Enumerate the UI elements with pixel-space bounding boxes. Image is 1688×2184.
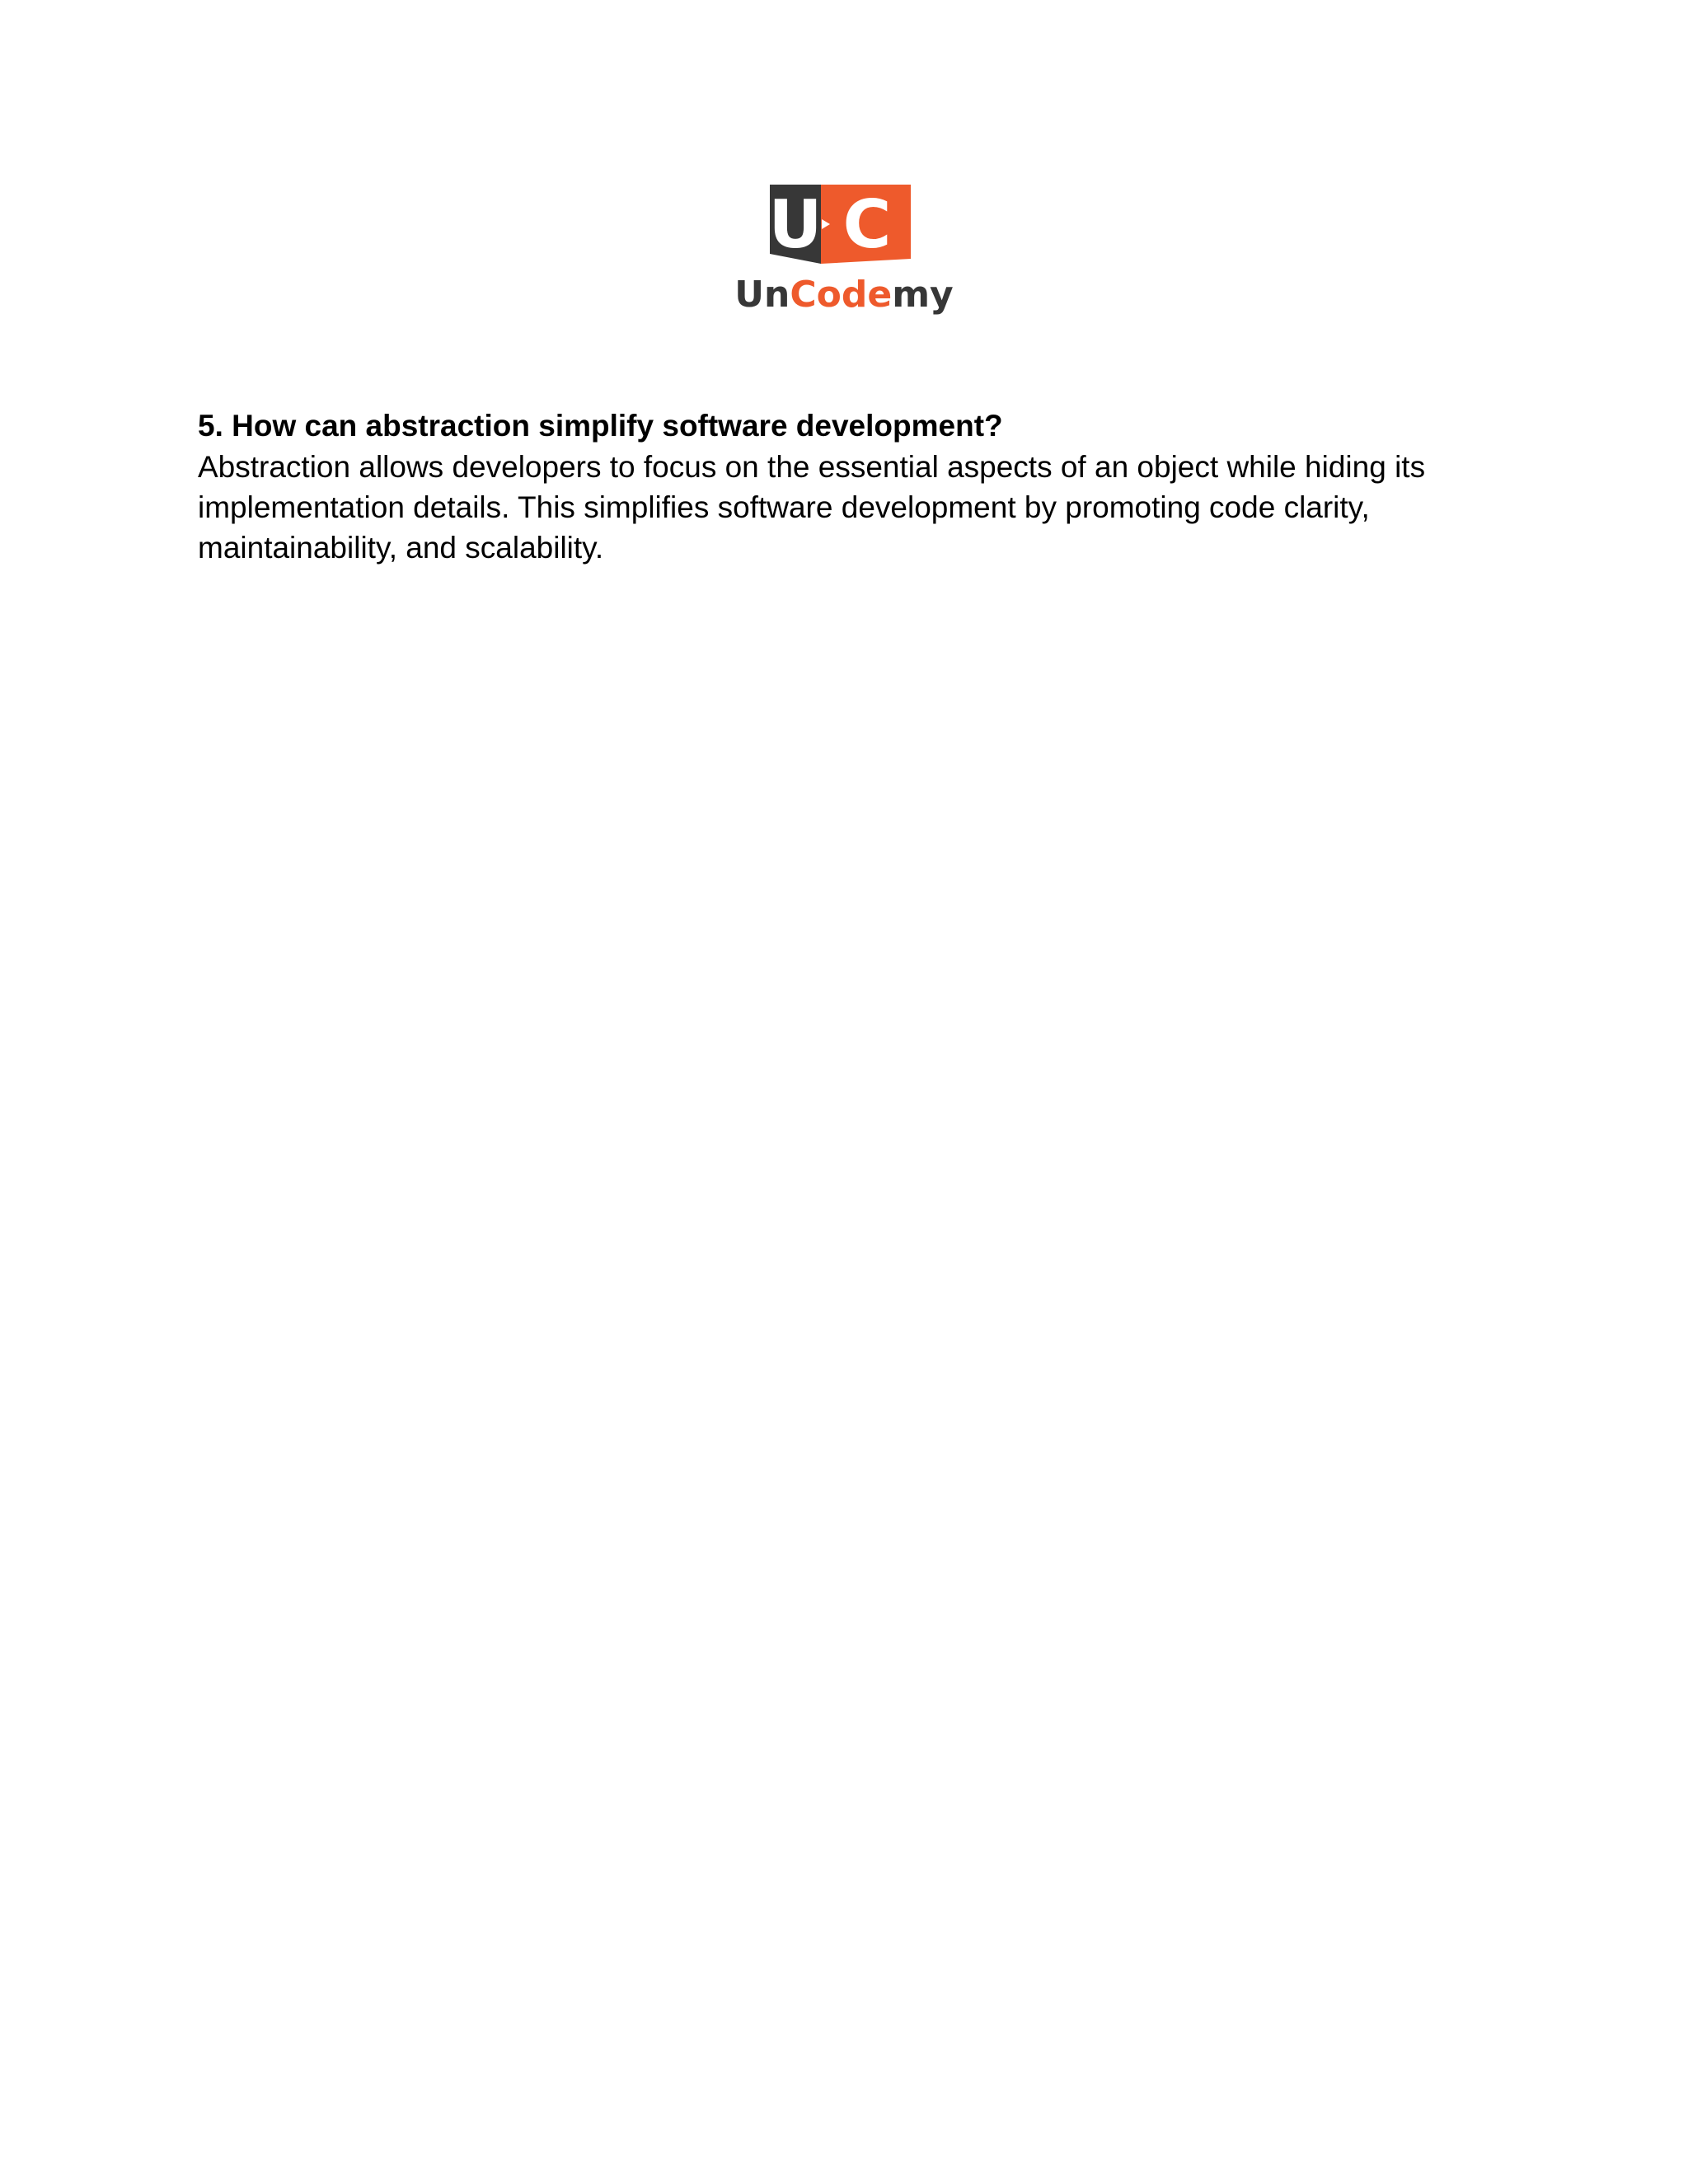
question-heading: 5. How can abstraction simplify software development? [198,409,1003,443]
logo-wordmark: UnCodemy [734,274,954,316]
uncodemy-logo [729,183,959,320]
answer-paragraph: Abstraction allows developers to focus on the essential aspects of an object while hiding its implementation details. This simplifies software development by promoting code clarity, maintainability, and scalability. [198,450,1426,565]
document-body [198,405,1500,568]
logo-mark-c: C [842,186,892,263]
logo-mark-u: U [768,186,823,263]
